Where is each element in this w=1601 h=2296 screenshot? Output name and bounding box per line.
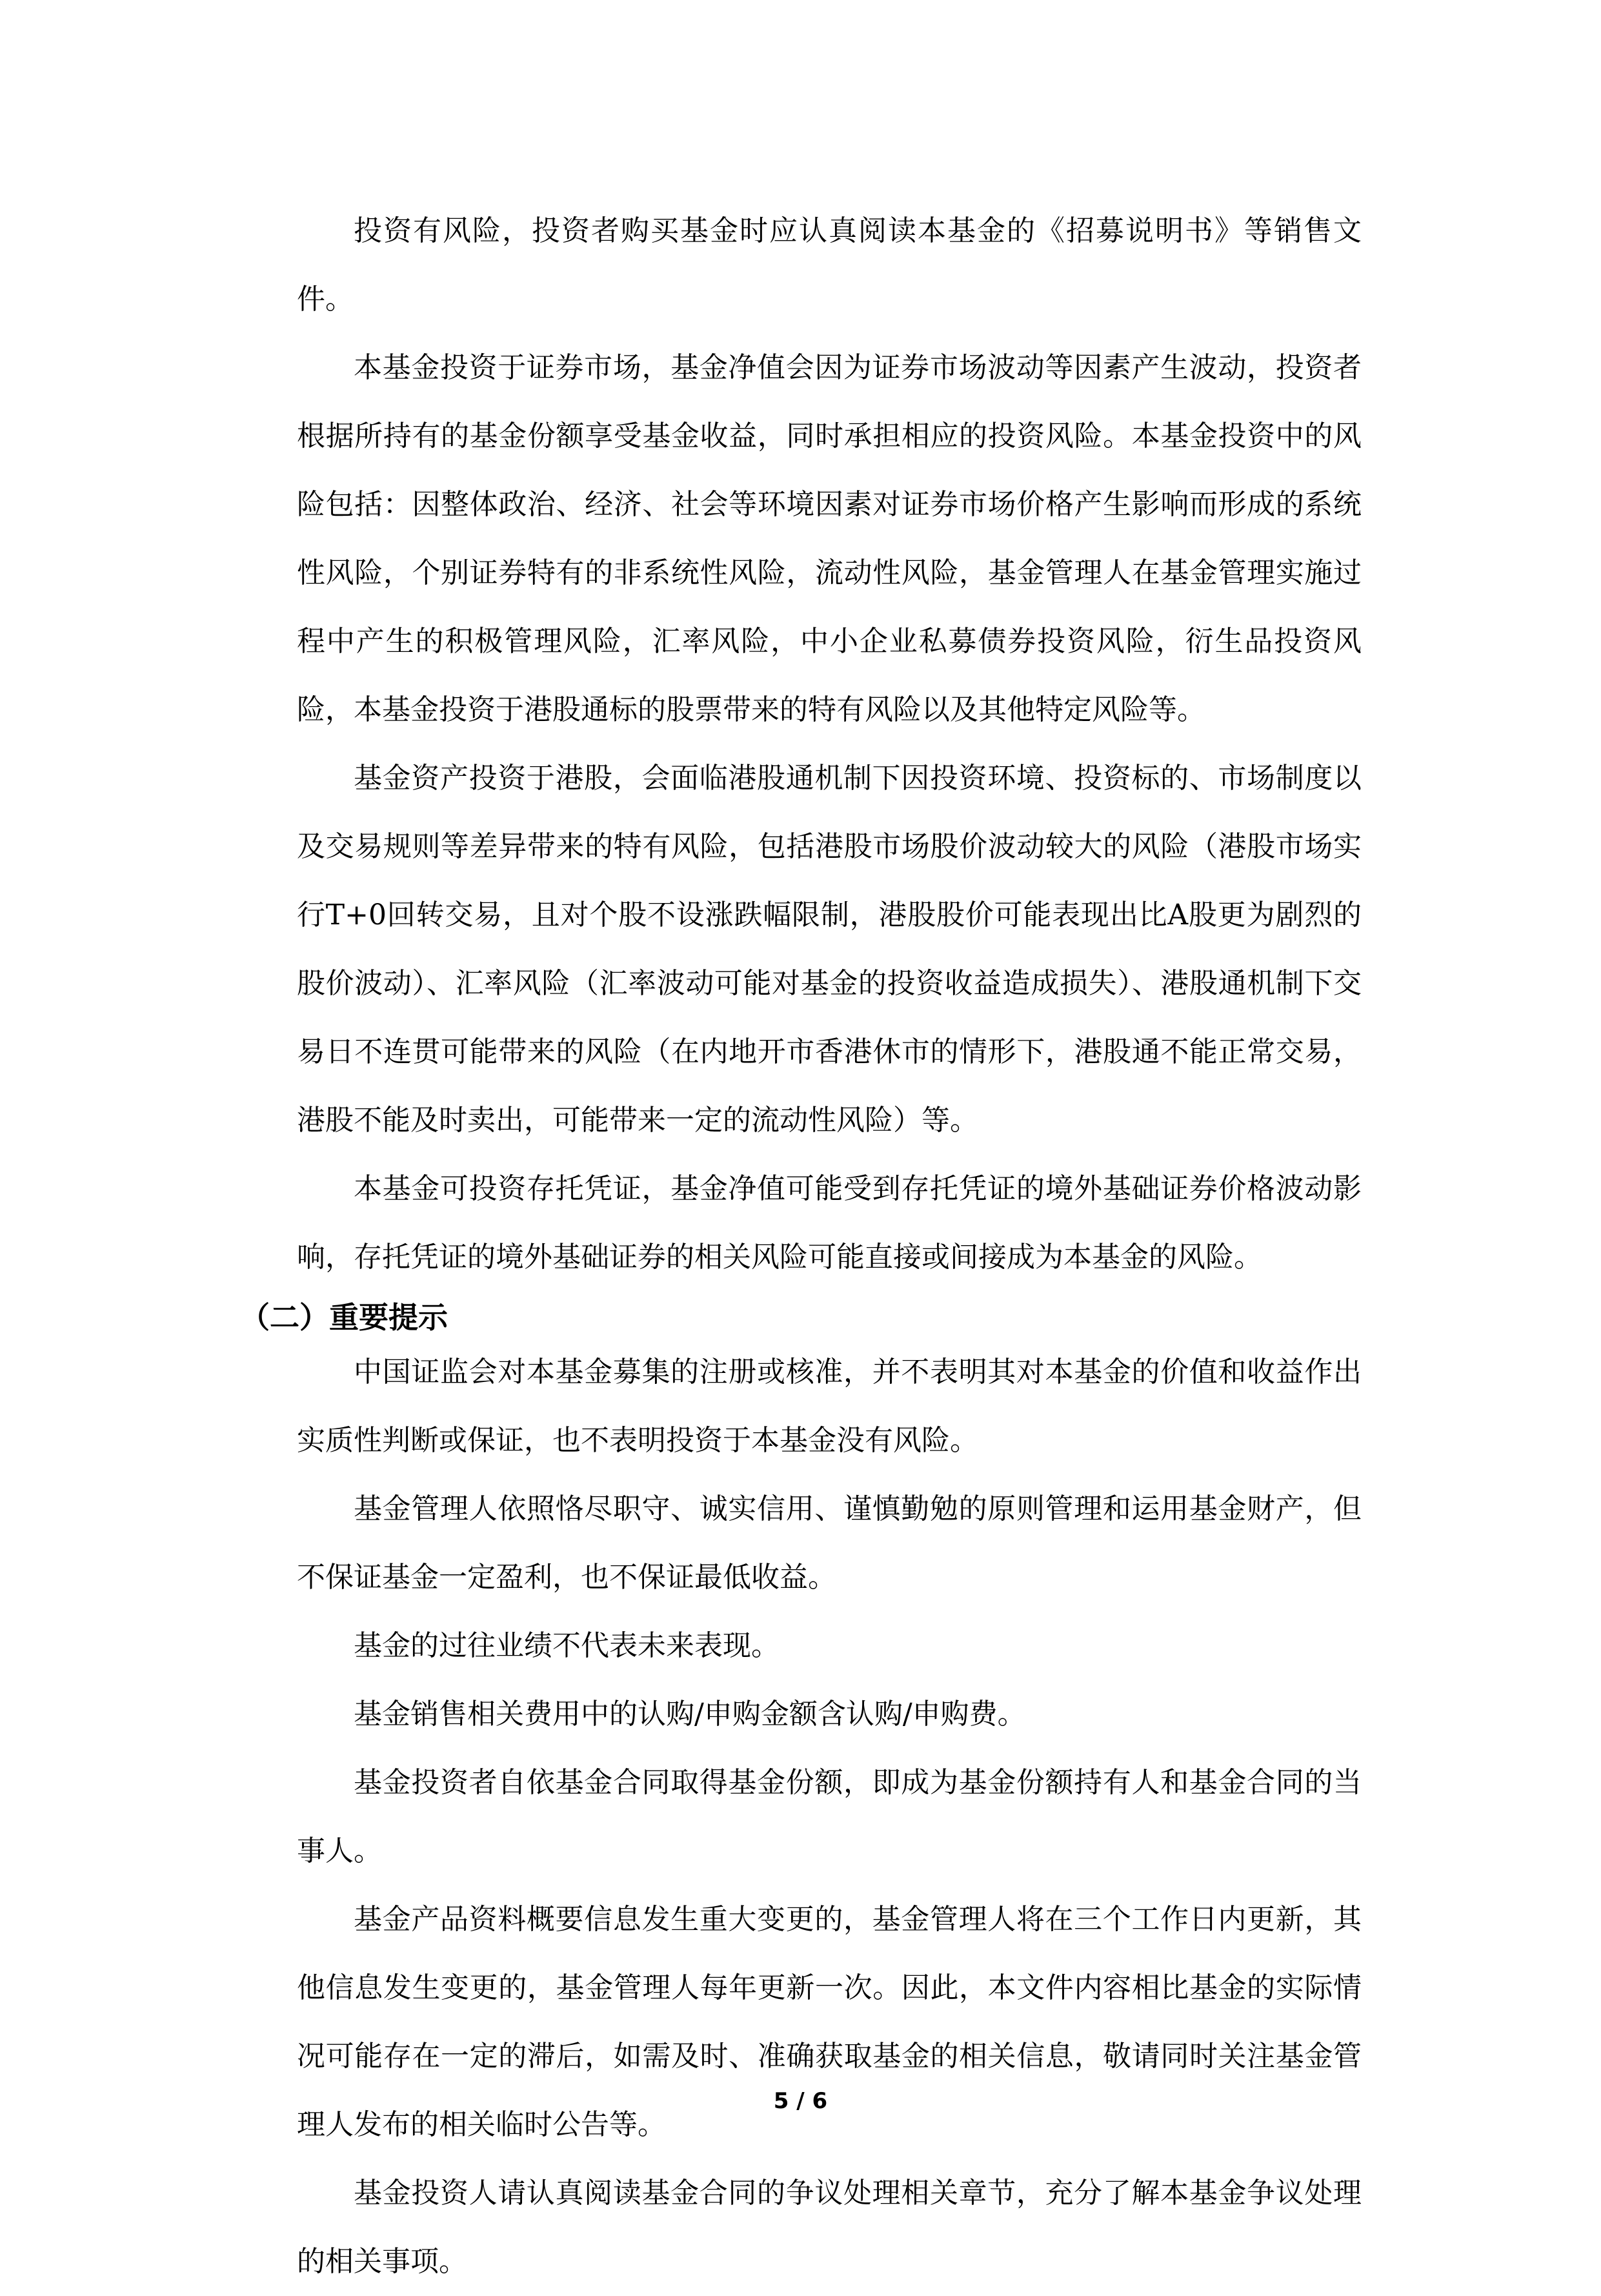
risk-paragraph-2: 本基金投资于证券市场，基金净值会因为证券市场波动等因素产生波动，投资者根据所持有的基金份额享受基金收益，同时承担相应的投资风险。本基金投资中的风险包括：因整体政治、经济、社会等环境因素对证券市场价格产生影响而形成的系统性风险，个别证券特有的非系统性风险，流动性风险，基金管理人在基金管理实施过程中产生的积极管理风险，汇率风险，中小企业私募债券投资风险，衍生品投资风险，本基金投资于港股通标的股票带来的特有风险以及其他特定风险等。 <box>297 351 1362 726</box>
notice-paragraph-5: 基金投资者自依基金合同取得基金份额，即成为基金份额持有人和基金合同的当事人。 <box>297 1766 1362 1867</box>
notice-paragraph-3: 基金的过往业绩不代表未来表现。 <box>354 1629 780 1662</box>
page-number: 5 / 6 <box>773 2088 828 2114</box>
notice-paragraph-1: 中国证监会对本基金募集的注册或核准，并不表明其对本基金的价值和收益作出实质性判断或保证，也不表明投资于本基金没有风险。 <box>297 1356 1362 1457</box>
risk-paragraph-1: 投资有风险，投资者购买基金时应认真阅读本基金的《招募说明书》等销售文件。 <box>297 214 1362 316</box>
notice-paragraph-2: 基金管理人依照恪尽职守、诚实信用、谨慎勤勉的原则管理和运用基金财产，但不保证基金一定盈利，也不保证最低收益。 <box>297 1492 1362 1594</box>
page-content <box>240 197 1362 2296</box>
section-heading-important-notice: （二）重要提示 <box>240 1300 448 1335</box>
risk-paragraph-4: 本基金可投资存托凭证，基金净值可能受到存托凭证的境外基础证券价格波动影响，存托凭证的境外基础证券的相关风险可能直接或间接成为本基金的风险。 <box>297 1172 1362 1274</box>
notice-paragraph-7: 基金投资人请认真阅读基金合同的争议处理相关章节，充分了解本基金争议处理的相关事项。 <box>297 2177 1362 2278</box>
notice-paragraph-4: 基金销售相关费用中的认购/申购金额含认购/申购费。 <box>354 1698 1026 1731</box>
notice-paragraph-6: 基金产品资料概要信息发生重大变更的，基金管理人将在三个工作日内更新，其他信息发生变更的，基金管理人每年更新一次。因此，本文件内容相比基金的实际情况可能存在一定的滞后，如需及时、准确获取基金的相关信息，敬请同时关注基金管理人发布的相关临时公告等。 <box>297 1903 1362 2141</box>
risk-paragraph-3: 基金资产投资于港股，会面临港股通机制下因投资环境、投资标的、市场制度以及交易规则等差异带来的特有风险，包括港股市场股价波动较大的风险（港股市场实行T+0回转交易，且对个股不设涨跌幅限制，港股股价可能表现出比A股更为剧烈的股价波动）、汇率风险（汇率波动可能对基金的投资收益造成损失）、港股通机制下交易日不连贯可能带来的风险（在内地开市香港休市的情形下，港股通不能正常交易，港股不能及时卖出，可能带来一定的流动性风险）等。 <box>297 762 1362 1137</box>
